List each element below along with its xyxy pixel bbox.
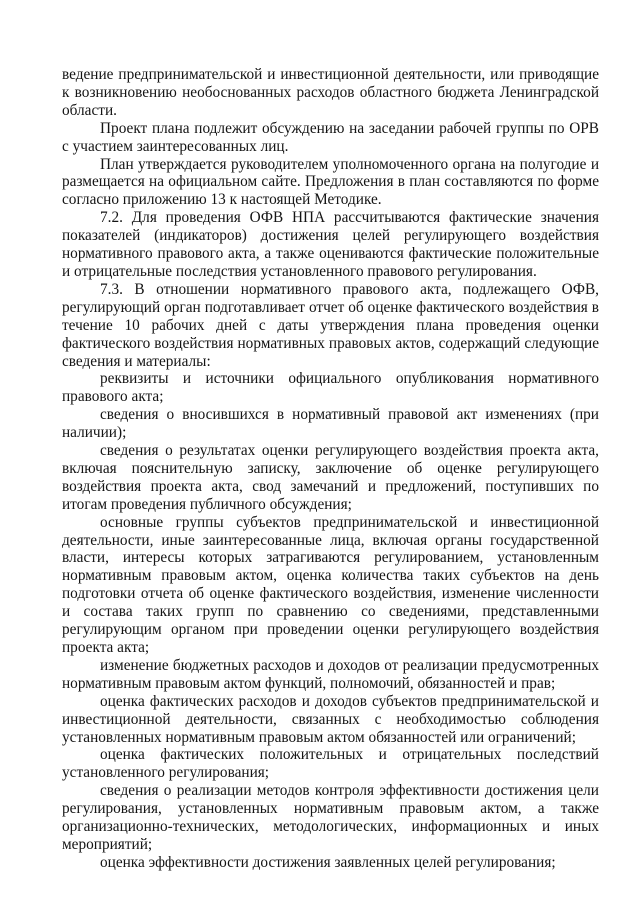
list-item-consequences: оценка фактических положительных и отрицательных последствий установленного регулирования; (62, 746, 599, 782)
list-item-efficiency: оценка эффективности достижения заявленных целей регулирования; (100, 853, 556, 871)
paragraph-continuation: ведение предпринимательской и инвестиционной деятельности, или приводящие к возникновению необоснованных расходов областного бюджета Ленинградской области. (62, 66, 599, 119)
list-item-control-methods: сведения о реализации методов контроля эффективности достижения цели регулирования, установленных нормативным правовым актом, а также организационно-технических, методологических, информационных и иных мероприятий; (62, 782, 599, 853)
list-item-budget-change: изменение бюджетных расходов и доходов от реализации предусмотренных нормативным правовым актом функций, полномочий, обязанностей и прав; (62, 656, 599, 692)
document-page (62, 66, 599, 872)
paragraph-plan-approval: План утверждается руководителем уполномоченного органа на полугодие и размещается на официальном сайте. Предложения в план составляются по форме согласно приложению 13 к настоящей Методике. (62, 155, 599, 209)
paragraph-7-3: 7.3. В отношении нормативного правового акта, подлежащего ОФВ, регулирующий орган подготавливает отчет об оценке фактического воздействия в течение 10 рабочих дней с даты утверждения плана проведения оценки фактического воздействия нормативных правовых актов, содержащий следующие сведения и материалы: (62, 280, 599, 370)
list-item-amendments: сведения о вносившихся в нормативный правовой акт изменениях (при наличии); (62, 406, 599, 442)
list-item-actual-costs: оценка фактических расходов и доходов субъектов предпринимательской и инвестиционной деятельности, связанных с необходимостью соблюдения установленных нормативным правовым актом обязанностей или ограничений; (62, 692, 599, 746)
paragraph-7-2: 7.2. Для проведения ОФВ НПА рассчитываются фактические значения показателей (индикаторов) достижения целей регулирующего воздействия нормативного правового акта, а также оцениваются фактические положительные и отрицательные последствия установленного правового регулирования. (62, 209, 599, 280)
list-item-subject-groups: основные группы субъектов предпринимательской и инвестиционной деятельности, иные заинтересованные лица, включая органы государственной власти, интересы которых затрагиваются регулированием, установленным нормативным правовым актом, оценка количества таких субъектов на день подготовки отчета об оценке фактического воздействия, изменение численности и состава таких групп по сравнению со сведениями, представленными регулирующим органом при проведении оценки регулирующего воздействия проекта акта; (62, 513, 599, 656)
list-item-orv-results: сведения о результатах оценки регулирующего воздействия проекта акта, включая пояснительную записку, заключение об оценке регулирующего воздействия проекта акта, свод замечаний и предложений, поступивших по итогам проведения публичного обсуждения; (62, 442, 599, 513)
list-item-requisites: реквизиты и источники официального опубликования нормативного правового акта; (62, 370, 599, 406)
paragraph-discussion: Проект плана подлежит обсуждению на заседании рабочей группы по ОРВ с участием заинтересованных лиц. (62, 119, 599, 155)
